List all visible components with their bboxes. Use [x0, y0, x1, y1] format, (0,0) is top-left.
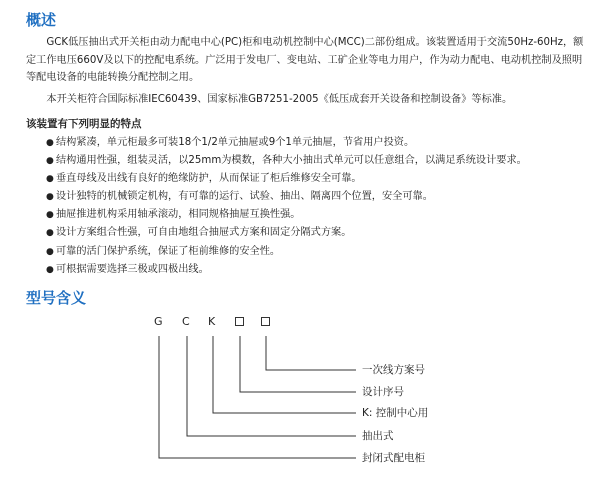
leader-line-3: [213, 336, 356, 413]
model-title: 型号含义: [26, 289, 87, 307]
model-label-3: K: 控制中心用: [362, 407, 429, 419]
overview-paragraph-2: 本开关柜符合国际标准IEC60439、国家标准GB7251-2005《低压成套开关设备和控制设备》等标准。: [46, 94, 513, 105]
list-item: ● 结构通用性强，组装灵活，以25mm为模数，各种大小抽出式单元可以任意组合，以满足系统设计要求。: [46, 152, 527, 170]
bullet-icon: ●: [46, 156, 54, 167]
bullet-icon: ●: [46, 192, 54, 203]
bullet-icon: ●: [46, 264, 54, 275]
list-item: ● 可根据需要选择三极或四极出线。: [46, 261, 527, 279]
model-label-2: 设计序号: [362, 386, 404, 398]
model-label-5: 封闭式配电柜: [362, 452, 425, 464]
bullet-icon: ●: [46, 138, 54, 148]
list-item: ● 结构紧凑，单元柜最多可装18个1/2单元抽屉或9个1单元抽屉，节省用户投资。: [46, 134, 527, 152]
bullet-icon: ●: [46, 174, 54, 185]
bullet-icon: ●: [46, 210, 54, 221]
leader-line-2: [240, 336, 356, 392]
list-item: ● 抽屉推进机构采用轴承滚动，相同规格抽屉互换性强。: [46, 206, 527, 224]
overview-title: 概述: [26, 11, 57, 29]
list-item: ● 设计方案组合性强，可自由地组合抽屉式方案和固定分隔式方案。: [46, 224, 527, 242]
bullet-icon: ●: [46, 246, 54, 257]
model-letter-c: C: [182, 315, 190, 328]
bullet-icon: ●: [46, 228, 54, 239]
overview-line-2: 定工作电压660V及以下的控配电系统。广泛用于发电厂、变电站、工矿企业等电力用户，作为动力配电、电动机控制及照明: [26, 54, 583, 66]
leader-line-1: [266, 336, 356, 370]
model-label-4: 抽出式: [362, 430, 394, 442]
overview-line-3: 等配电设备的电能转换分配控制之用。: [26, 72, 200, 83]
list-item: ● 垂直母线及出线有良好的绝缘防护，从而保证了柜后维修安全可靠。: [46, 170, 527, 188]
leader-line-4: [187, 336, 356, 436]
model-letter-k: K: [208, 315, 216, 328]
model-label-1: 一次线方案号: [362, 364, 425, 376]
leader-line-5: [159, 336, 356, 458]
overview-line-1: GCK低压抽出式开关柜由动力配电中心(PC)柜和电动机控制中心(MCC)二部份组成。该装置适用于交流50Hz-60Hz，额: [46, 37, 584, 48]
features-heading: 该装置有下列明显的特点: [26, 118, 142, 130]
model-letter-g: G: [154, 315, 163, 328]
list-item: ● 可靠的活门保护系统，保证了柜前维修的安全性。: [46, 243, 527, 261]
list-item: ● 设计独特的机械锁定机构，有可靠的运行、试验、抽出、隔离四个位置，安全可靠。: [46, 188, 527, 206]
